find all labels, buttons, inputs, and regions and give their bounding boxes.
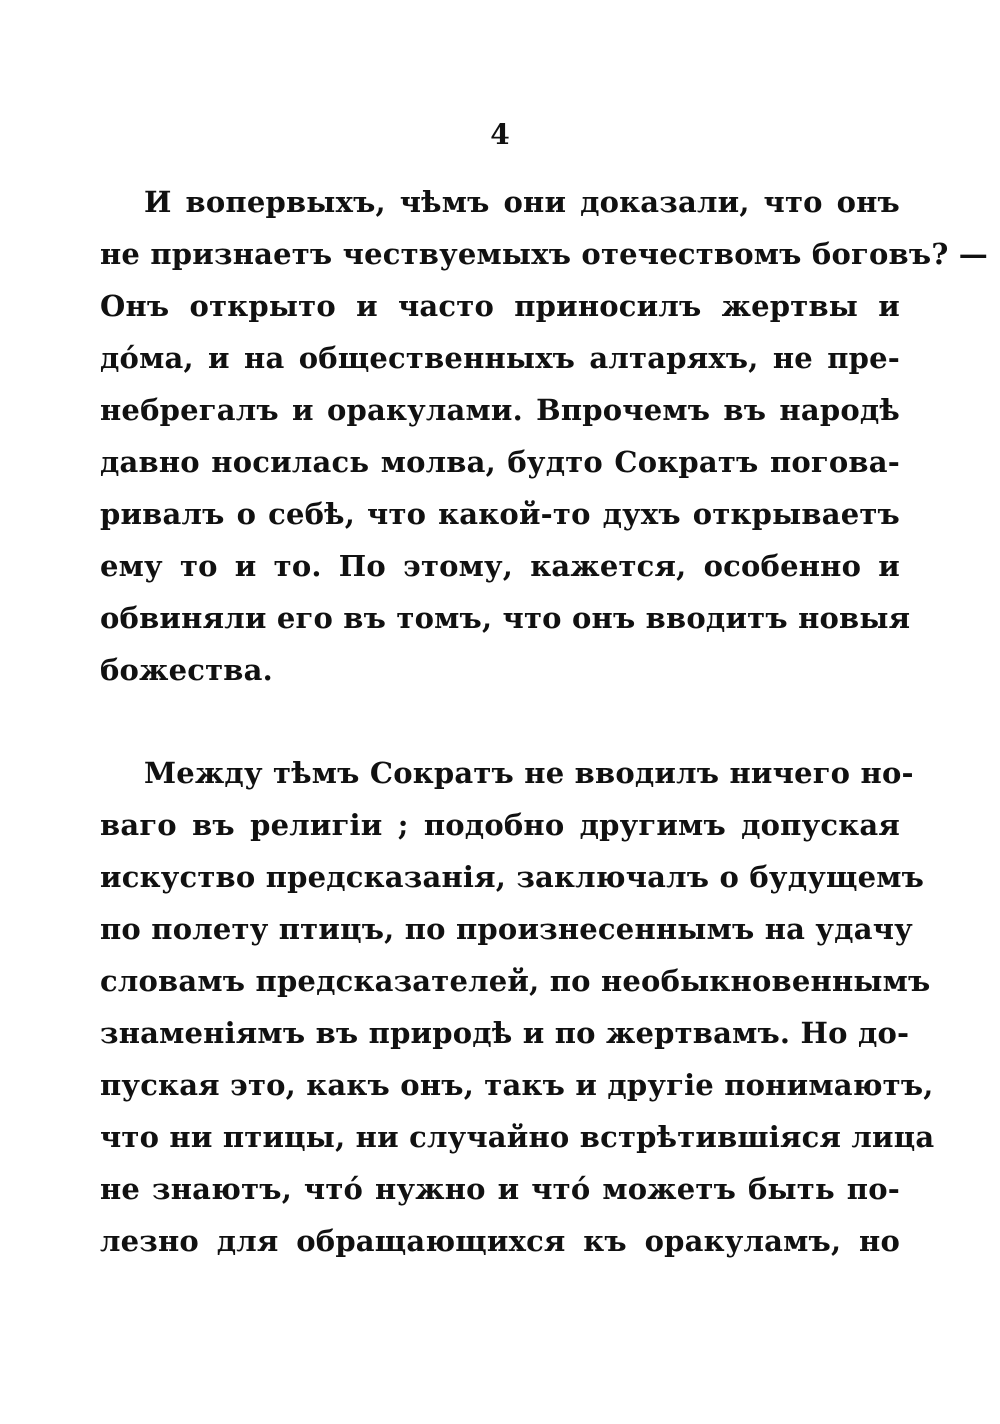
text-line: не признаетъ чествуемыхъ отечествомъ боговъ? —: [100, 237, 989, 271]
text-line: словамъ предсказателей, по необыкновеннымъ: [100, 964, 931, 998]
text-line: знаменіямъ въ природѣ и по жертвамъ. Но до-: [100, 1016, 910, 1050]
text-line: давно носилась молва, будто Сократъ погова-: [100, 445, 900, 479]
text-line: пуская это, какъ онъ, такъ и другіе понимаютъ,: [100, 1068, 934, 1102]
text-line: Между тѣмъ Сократъ не вводилъ ничего но-: [144, 756, 914, 790]
text-line: дóма, и на общественныхъ алтаряхъ, не пре-: [100, 341, 900, 375]
text-line: лезно для обращающихся къ оракуламъ, но: [100, 1224, 900, 1258]
text-line: искуство предсказанія, заключалъ о будущемъ: [100, 860, 925, 894]
text-line: Онъ открыто и часто приносилъ жертвы и: [100, 289, 900, 323]
text-line: по полету птицъ, по произнесеннымъ на удачу: [100, 912, 913, 946]
text-line: ривалъ о себѣ, что какой-то духъ открываетъ: [100, 497, 900, 531]
text-line: не знаютъ, чтó нужно и чтó можетъ быть по-: [100, 1172, 900, 1206]
text-line: божества.: [100, 653, 273, 687]
paragraph-1: [100, 176, 989, 696]
paragraph-2: [100, 747, 935, 1267]
text-line: обвиняли его въ томъ, что онъ вводитъ новыя: [100, 601, 911, 635]
text-line: И вопервыхъ, чѣмъ они доказали, что онъ: [144, 185, 900, 219]
page-number: 4: [490, 118, 510, 151]
text-line: небрегалъ и оракулами. Впрочемъ въ народѣ: [100, 393, 900, 427]
text-line: что ни птицы, ни случайно встрѣтившіяся лица: [100, 1120, 935, 1154]
text-line: ваго въ религіи ; подобно другимъ допуская: [100, 808, 900, 842]
text-line: ему то и то. По этому, кажется, особенно и: [100, 549, 900, 583]
